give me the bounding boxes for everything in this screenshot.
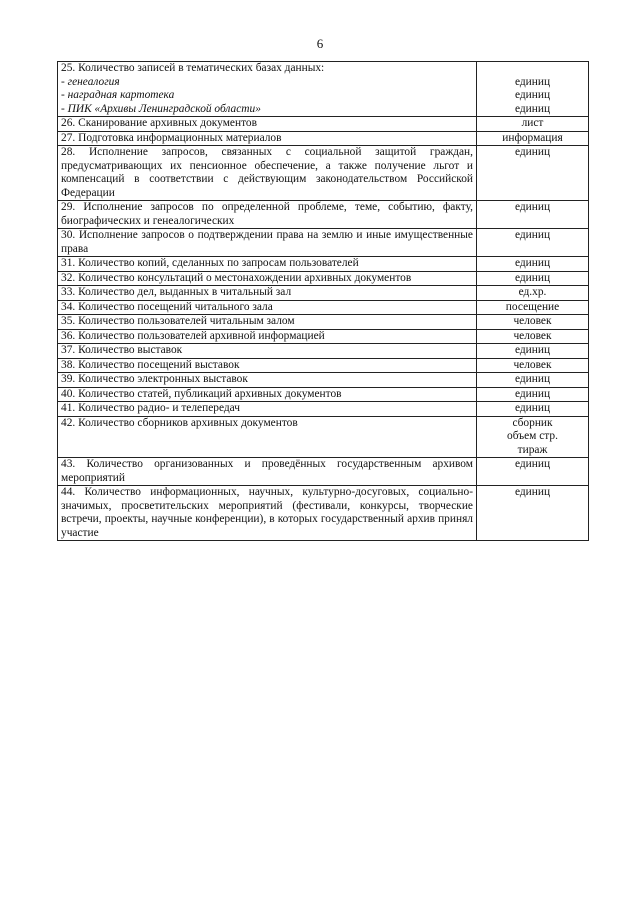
sub-item: - генеалогия bbox=[61, 75, 120, 88]
row-number: 31. bbox=[61, 257, 76, 269]
row-unit bbox=[477, 229, 589, 257]
table-row bbox=[58, 315, 589, 330]
unit-label: единиц bbox=[514, 373, 551, 385]
row-description bbox=[58, 344, 477, 359]
row-unit bbox=[477, 373, 589, 388]
row-unit bbox=[477, 257, 589, 272]
table-row bbox=[58, 486, 589, 541]
unit-label: тираж bbox=[517, 443, 548, 456]
table-row bbox=[58, 416, 589, 458]
row-description bbox=[58, 329, 477, 344]
row-text: Количество посещений читального зала bbox=[78, 300, 273, 313]
row-text: Количество посещений выставок bbox=[78, 358, 240, 371]
page-number: 6 bbox=[316, 36, 324, 51]
row-text: Количество организованных и проведённых государственным архивом мероприятий bbox=[61, 458, 473, 484]
row-description bbox=[58, 358, 477, 373]
row-text: Исполнение запросов, связанных с социальной защитой граждан, предусматривающих их пенсионное обеспечение, а также получение льгот и компенсаций в соответствии с действующим законодательством Российской Федерации bbox=[61, 146, 473, 199]
row-description bbox=[58, 286, 477, 301]
row-text: Подготовка информационных материалов bbox=[78, 131, 282, 144]
row-number: 44. bbox=[61, 486, 76, 498]
row-number: 33. bbox=[61, 286, 76, 298]
row-description bbox=[58, 402, 477, 417]
row-text: Количество информационных, научных, культурно-досуговых, социально-значимых, просветительских мероприятий (фестивали, конкурсы, творческие встречи, проекты, научные конференции), в которых государственный архив принял участие bbox=[61, 486, 473, 539]
row-description bbox=[58, 300, 477, 315]
unit-label: единиц bbox=[514, 486, 551, 498]
row-unit bbox=[477, 117, 589, 132]
row-number: 35. bbox=[61, 315, 76, 327]
row-text: Количество пользователей архивной информацией bbox=[78, 329, 325, 342]
row-unit bbox=[477, 201, 589, 229]
row-unit bbox=[477, 358, 589, 373]
row-number: 25. bbox=[61, 62, 76, 74]
row-unit bbox=[477, 286, 589, 301]
unit-label: человек bbox=[513, 315, 552, 327]
table-row bbox=[58, 117, 589, 132]
table-row bbox=[58, 62, 589, 117]
row-number: 37. bbox=[61, 344, 76, 356]
unit-label: ед.хр. bbox=[518, 286, 547, 298]
row-description bbox=[58, 387, 477, 402]
table-row bbox=[58, 146, 589, 201]
row-number: 42. bbox=[61, 416, 76, 429]
row-text: Количество дел, выданных в читальный зал bbox=[78, 286, 292, 298]
unit-label: объем стр. bbox=[507, 430, 558, 442]
row-description bbox=[58, 229, 477, 257]
row-description bbox=[58, 201, 477, 229]
unit-label: единиц bbox=[514, 146, 551, 158]
table-row bbox=[58, 257, 589, 272]
row-text: Количество консультаций о местонахождении архивных документов bbox=[78, 271, 412, 284]
unit-label: единиц bbox=[514, 102, 551, 115]
unit-label: единиц bbox=[514, 402, 551, 414]
row-text: Количество копий, сделанных по запросам пользователей bbox=[78, 257, 359, 269]
unit-label: единиц bbox=[514, 89, 551, 101]
row-text: Количество выставок bbox=[78, 344, 183, 356]
unit-label: единиц bbox=[514, 229, 551, 241]
row-text: Исполнение запросов по определенной проблеме, теме, событию, факту, биографических и генеалогических bbox=[61, 201, 473, 227]
unit-label: информация bbox=[502, 131, 563, 144]
row-unit bbox=[477, 416, 589, 458]
row-number: 29. bbox=[61, 201, 76, 213]
unit-label: сборник bbox=[512, 416, 553, 429]
row-text: Количество радио- и телепередач bbox=[78, 402, 240, 414]
unit-label: посещение bbox=[505, 300, 560, 313]
row-description bbox=[58, 146, 477, 201]
row-unit bbox=[477, 131, 589, 146]
row-description bbox=[58, 458, 477, 486]
unit-label: единиц bbox=[514, 75, 551, 88]
row-unit bbox=[477, 329, 589, 344]
row-description bbox=[58, 315, 477, 330]
row-unit bbox=[477, 300, 589, 315]
table-row bbox=[58, 358, 589, 373]
row-unit bbox=[477, 458, 589, 486]
table-row bbox=[58, 387, 589, 402]
unit-label: лист bbox=[521, 117, 544, 129]
table-row bbox=[58, 373, 589, 388]
row-description bbox=[58, 416, 477, 458]
row-text: Количество пользователей читальным залом bbox=[78, 315, 295, 327]
row-text: Количество сборников архивных документов bbox=[78, 416, 298, 429]
row-text: Сканирование архивных документов bbox=[78, 117, 257, 129]
row-number: 39. bbox=[61, 373, 76, 385]
row-unit bbox=[477, 486, 589, 541]
table-row bbox=[58, 458, 589, 486]
row-number: 32. bbox=[61, 271, 76, 284]
unit-label: единиц bbox=[514, 257, 551, 269]
table-row bbox=[58, 229, 589, 257]
row-number: 34. bbox=[61, 300, 76, 313]
table-row bbox=[58, 201, 589, 229]
row-unit bbox=[477, 271, 589, 286]
unit-label: единиц bbox=[514, 387, 551, 400]
row-description bbox=[58, 131, 477, 146]
unit-label: единиц bbox=[514, 271, 551, 284]
table-row bbox=[58, 286, 589, 301]
unit-label: единиц bbox=[514, 344, 551, 356]
row-text: Количество электронных выставок bbox=[78, 373, 248, 385]
row-number: 28. bbox=[61, 146, 76, 158]
archive-indicators-table bbox=[57, 61, 589, 541]
row-description bbox=[58, 257, 477, 272]
row-unit bbox=[477, 402, 589, 417]
row-number: 41. bbox=[61, 402, 76, 414]
table-row bbox=[58, 402, 589, 417]
row-number: 36. bbox=[61, 329, 76, 342]
row-description bbox=[58, 117, 477, 132]
row-number: 38. bbox=[61, 358, 76, 371]
row-text: Количество статей, публикаций архивных документов bbox=[78, 387, 342, 400]
unit-spacer bbox=[480, 62, 585, 76]
row-number: 43. bbox=[61, 458, 76, 470]
row-unit bbox=[477, 315, 589, 330]
row-unit bbox=[477, 344, 589, 359]
sub-item: - ПИК «Архивы Ленинградской области» bbox=[61, 102, 261, 115]
row-number: 26. bbox=[61, 117, 76, 129]
row-description bbox=[58, 373, 477, 388]
row-text: Количество записей в тематических базах данных: bbox=[78, 62, 325, 74]
row-unit bbox=[477, 62, 589, 117]
table-row bbox=[58, 300, 589, 315]
row-description bbox=[58, 62, 477, 117]
row-number: 30. bbox=[61, 229, 76, 241]
row-text: Исполнение запросов о подтверждении права на землю и иные имущественные права bbox=[61, 229, 473, 255]
row-number: 40. bbox=[61, 387, 76, 400]
table-row bbox=[58, 271, 589, 286]
unit-label: человек bbox=[513, 329, 552, 342]
row-description bbox=[58, 271, 477, 286]
table-row bbox=[58, 131, 589, 146]
unit-label: единиц bbox=[514, 458, 551, 470]
table-row bbox=[58, 344, 589, 359]
row-unit bbox=[477, 146, 589, 201]
unit-label: единиц bbox=[514, 201, 551, 213]
unit-label: человек bbox=[513, 358, 552, 371]
row-unit bbox=[477, 387, 589, 402]
sub-item: - наградная картотека bbox=[61, 89, 175, 101]
row-description bbox=[58, 486, 477, 541]
row-number: 27. bbox=[61, 131, 76, 144]
table-row bbox=[58, 329, 589, 344]
